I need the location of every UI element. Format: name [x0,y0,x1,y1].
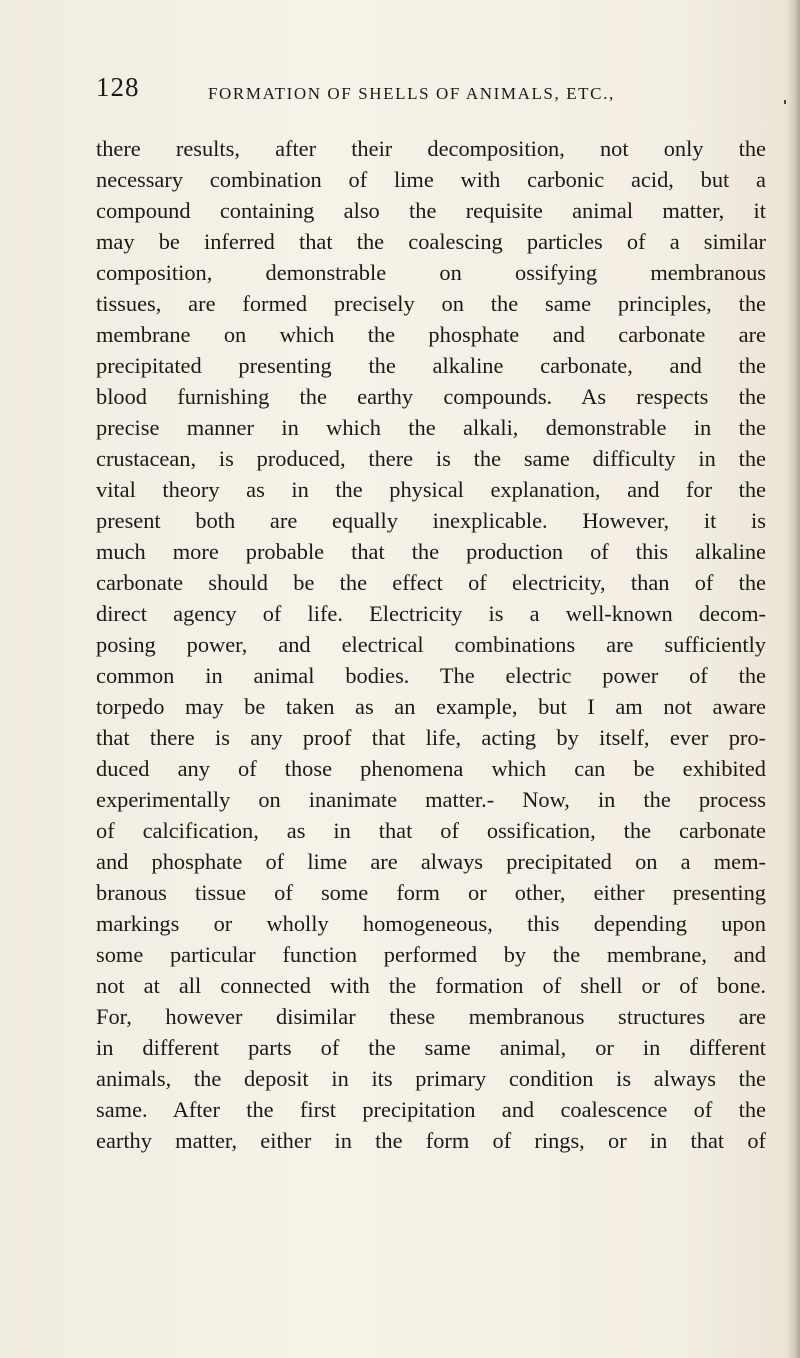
text-line: direct agency of life. Electricity is a well-known decom- [96,601,766,626]
text-line: posing power, and electrical combinations are sufficiently [96,632,766,657]
text-line: in different parts of the same animal, or in different [96,1035,766,1060]
text-line: precise manner in which the alkali, demonstrable in the [96,415,766,440]
text-line: may be inferred that the coalescing particles of a similar [96,229,766,254]
margin-mark [784,100,786,104]
text-line: not at all connected with the formation of shell or of bone. [96,973,766,998]
text-line: precipitated presenting the alkaline carbonate, and the [96,353,766,378]
text-line: blood furnishing the earthy compounds. As respects the [96,384,766,409]
page-number: 128 [96,72,140,102]
text-line: crustacean, is produced, there is the same difficulty in the [96,446,766,471]
text-line: carbonate should be the effect of electricity, than of the [96,570,766,595]
text-line: vital theory as in the physical explanation, and for the [96,477,766,502]
text-line: torpedo may be taken as an example, but I am not aware [96,694,766,719]
text-line: much more probable that the production of this alkaline [96,539,766,564]
text-line: For, however disimilar these membranous structures are [96,1004,766,1029]
text-line: composition, demonstrable on ossifying membranous [96,260,766,285]
page-header [96,72,736,112]
text-line: and phosphate of lime are always precipitated on a mem- [96,849,766,874]
text-line: of calcification, as in that of ossification, the carbonate [96,818,766,843]
text-line: markings or wholly homogeneous, this depending upon [96,911,766,936]
text-line: experimentally on inanimate matter.- Now, in the process [96,787,766,812]
text-line: necessary combination of lime with carbonic acid, but a [96,167,766,192]
text-line: common in animal bodies. The electric power of the [96,663,766,688]
body-text [96,133,766,1156]
page-edge-shadow [786,0,800,1358]
text-line: membrane on which the phosphate and carbonate are [96,322,766,347]
text-line: animals, the deposit in its primary condition is always the [96,1066,766,1091]
text-line: branous tissue of some form or other, either presenting [96,880,766,905]
text-line: earthy matter, either in the form of rings, or in that of [96,1128,766,1153]
text-line: duced any of those phenomena which can be exhibited [96,756,766,781]
text-line: some particular function performed by the membrane, and [96,942,766,967]
text-line: there results, after their decomposition, not only the [96,136,766,161]
text-line: tissues, are formed precisely on the same principles, the [96,291,766,316]
text-line: compound containing also the requisite animal matter, it [96,198,766,223]
text-line: same. After the first precipitation and coalescence of the [96,1097,766,1122]
running-title: FORMATION OF SHELLS OF ANIMALS, ETC., [208,84,615,103]
text-line: present both are equally inexplicable. However, it is [96,508,766,533]
text-line: that there is any proof that life, acting by itself, ever pro- [96,725,766,750]
